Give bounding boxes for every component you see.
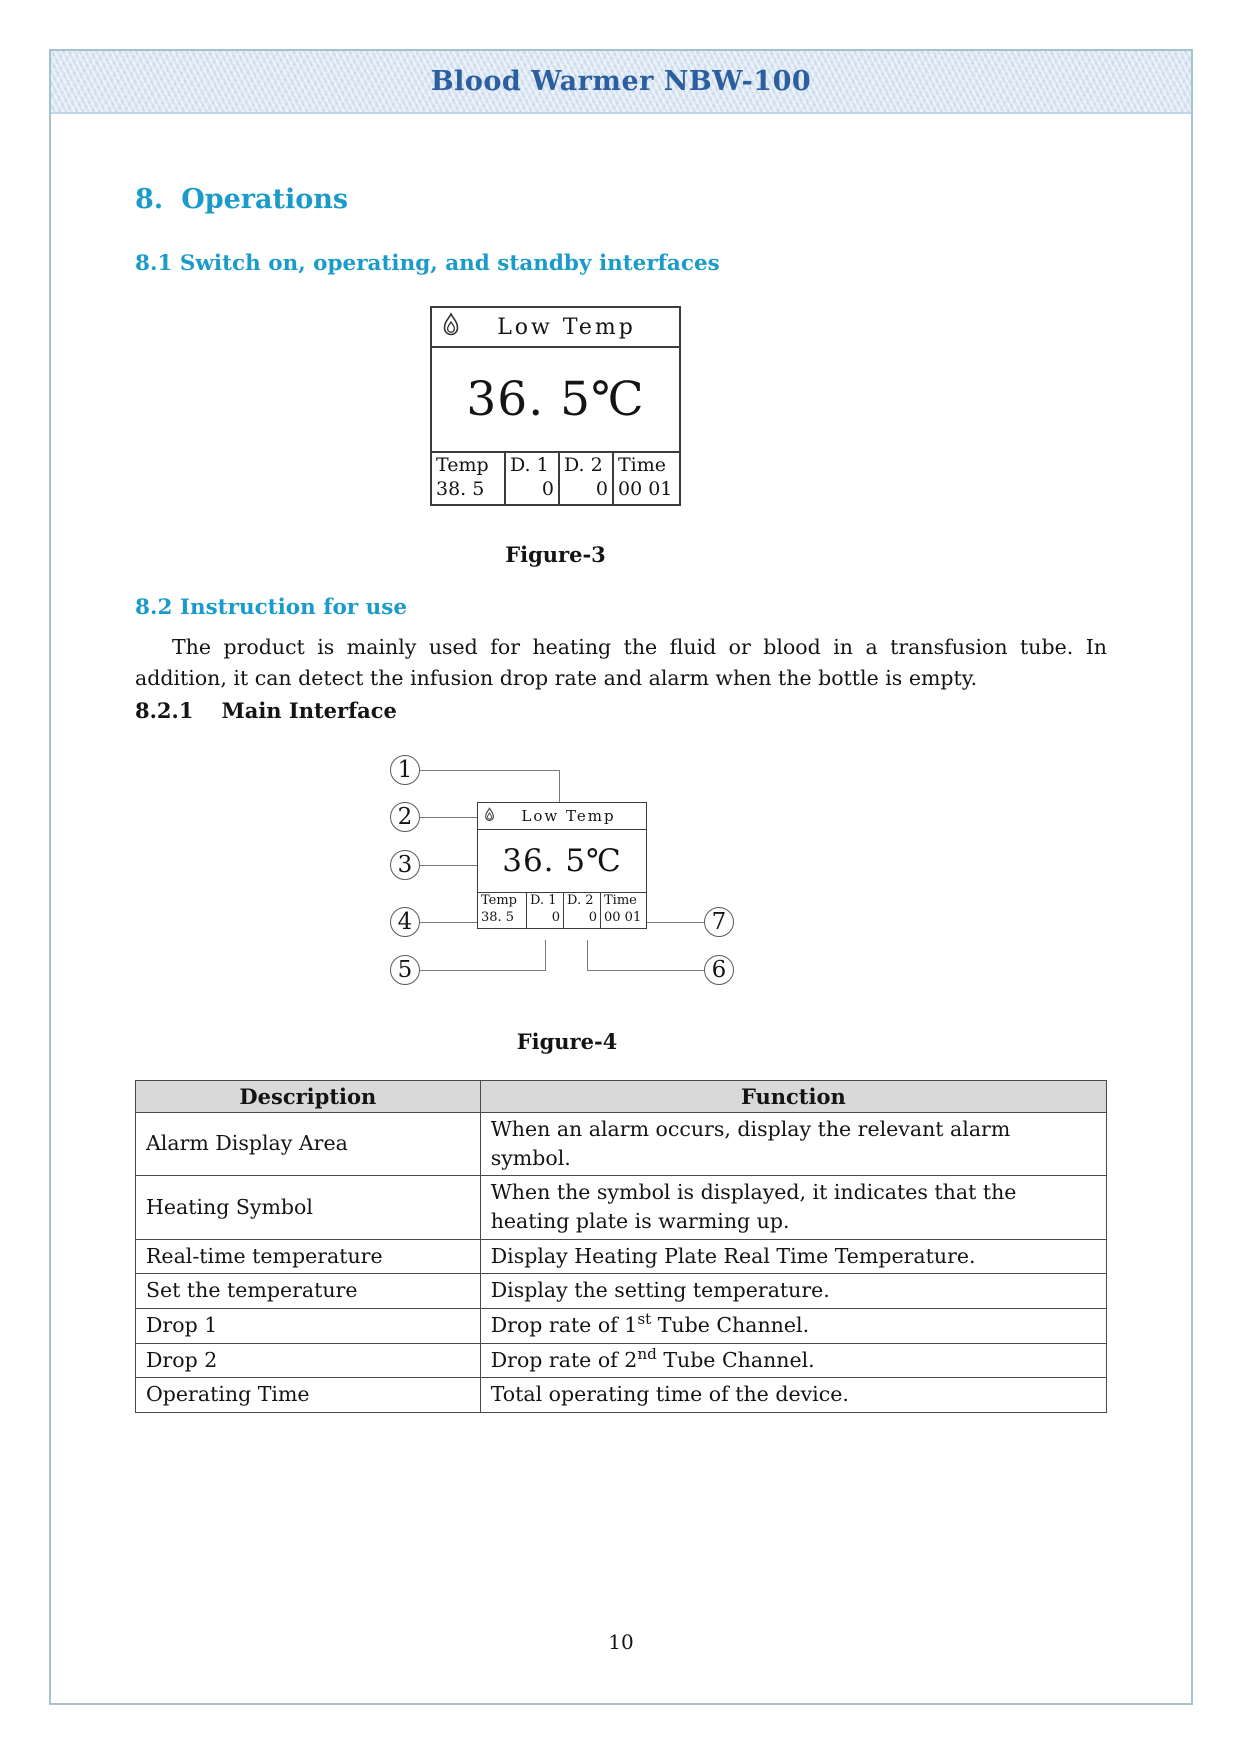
section-8-2-heading: 8.2 Instruction for use <box>135 594 408 620</box>
alarm-status-text: Low Temp <box>497 314 636 340</box>
function-column-header: Function <box>480 1080 1106 1112</box>
display-status-row <box>432 451 679 504</box>
alarm-status-text: Low Temp <box>521 806 616 825</box>
figure-4-caption: Figure-4 <box>516 1028 618 1054</box>
callout-line <box>647 922 704 923</box>
callout-circle-7: 7 <box>704 907 734 937</box>
temp-column <box>432 453 504 504</box>
flame-icon <box>440 312 462 342</box>
temp-value: 38. 5 <box>481 909 515 925</box>
page-content <box>51 184 1191 1413</box>
drop2-column <box>563 893 600 928</box>
table-header-row <box>136 1080 1107 1112</box>
description-cell: Alarm Display Area <box>136 1112 481 1175</box>
function-cell: Drop rate of 2nd Tube Channel. <box>480 1343 1106 1378</box>
function-cell: When an alarm occurs, display the relevant alarm symbol. <box>480 1112 1106 1175</box>
callout-line <box>587 970 704 971</box>
function-cell: When the symbol is displayed, it indicates that the heating plate is warming up. <box>480 1176 1106 1239</box>
page-frame <box>49 49 1193 1705</box>
function-cell: Display Heating Plate Real Time Temperature. <box>480 1239 1106 1274</box>
temp-label: Temp <box>436 454 489 476</box>
drop1-column <box>526 893 563 928</box>
description-cell: Real-time temperature <box>136 1239 481 1274</box>
device-screen-figure4 <box>477 802 647 929</box>
alarm-display-area <box>478 803 646 830</box>
description-function-table-body <box>136 1112 1107 1412</box>
figure-3 <box>430 306 681 567</box>
alarm-display-area <box>432 308 679 348</box>
description-cell: Set the temperature <box>136 1274 481 1309</box>
instruction-paragraph: The product is mainly used for heating the fluid or blood in a transfusion tube. In addition, it can detect the infusion drop rate and alarm when the bottle is empty. <box>135 634 1107 690</box>
callout-line <box>587 940 588 971</box>
drop1-column <box>504 453 558 504</box>
table-row <box>136 1176 1107 1239</box>
drop1-value: 0 <box>551 909 560 925</box>
drop2-value: 0 <box>588 909 597 925</box>
section-8-number: 8. <box>135 184 164 215</box>
section-8-2-1-heading <box>135 698 1107 723</box>
drop2-value: 0 <box>595 477 608 500</box>
callout-circle-2: 2 <box>390 802 420 832</box>
description-column-header: Description <box>136 1080 481 1112</box>
flame-icon <box>483 807 496 825</box>
table-row <box>136 1274 1107 1309</box>
time-label: Time <box>604 892 637 908</box>
page-header-banner <box>51 51 1191 114</box>
drop2-column <box>558 453 612 504</box>
function-cell: Drop rate of 1st Tube Channel. <box>480 1308 1106 1343</box>
section-8-title: Operations <box>181 184 349 215</box>
table-row <box>136 1308 1107 1343</box>
time-label: Time <box>618 454 667 476</box>
realtime-temperature-readout: 36. 5℃ <box>502 842 622 879</box>
callout-line <box>420 970 545 971</box>
drop1-label: D. 1 <box>530 892 557 908</box>
temp-column <box>478 893 526 928</box>
callout-line <box>545 940 546 971</box>
callout-circle-6: 6 <box>704 955 734 985</box>
table-row <box>136 1378 1107 1413</box>
drop1-label: D. 1 <box>510 454 549 476</box>
figure-3-caption: Figure-3 <box>505 541 606 567</box>
realtime-temperature-readout: 36. 5℃ <box>466 372 645 427</box>
time-value: 00 01 <box>618 477 673 500</box>
section-8-2-1-title: Main Interface <box>221 697 397 723</box>
description-cell: Drop 1 <box>136 1308 481 1343</box>
callout-line <box>420 817 477 818</box>
time-column <box>612 453 677 504</box>
description-cell: Heating Symbol <box>136 1176 481 1239</box>
device-screen-figure3 <box>430 306 681 506</box>
table-row <box>136 1112 1107 1175</box>
section-8-2-1-number: 8.2.1 <box>135 697 194 723</box>
page-number: 10 <box>608 1630 634 1654</box>
section-8-heading <box>135 184 1107 215</box>
description-cell: Operating Time <box>136 1378 481 1413</box>
drop2-label: D. 2 <box>567 892 594 908</box>
callout-line <box>420 922 477 923</box>
callout-circle-4: 4 <box>390 907 420 937</box>
callout-circle-3: 3 <box>390 850 420 880</box>
temp-value: 38. 5 <box>436 477 485 500</box>
callout-circle-5: 5 <box>390 955 420 985</box>
figure-4 <box>387 749 747 999</box>
table-row <box>136 1343 1107 1378</box>
description-function-table <box>135 1080 1107 1413</box>
drop1-value: 0 <box>541 477 554 500</box>
table-row <box>136 1239 1107 1274</box>
time-value: 00 01 <box>604 909 642 925</box>
drop2-label: D. 2 <box>564 454 603 476</box>
function-cell: Total operating time of the device. <box>480 1378 1106 1413</box>
section-8-1-heading: 8.1 Switch on, operating, and standby interfaces <box>135 251 720 276</box>
function-cell: Display the setting temperature. <box>480 1274 1106 1309</box>
time-column <box>600 893 645 928</box>
document-title: Blood Warmer NBW-100 <box>430 66 812 97</box>
display-status-row <box>478 892 646 928</box>
description-cell: Drop 2 <box>136 1343 481 1378</box>
callout-line <box>559 770 560 803</box>
callout-circle-1: 1 <box>390 755 420 785</box>
temp-label: Temp <box>481 892 518 908</box>
callout-line <box>420 770 559 771</box>
